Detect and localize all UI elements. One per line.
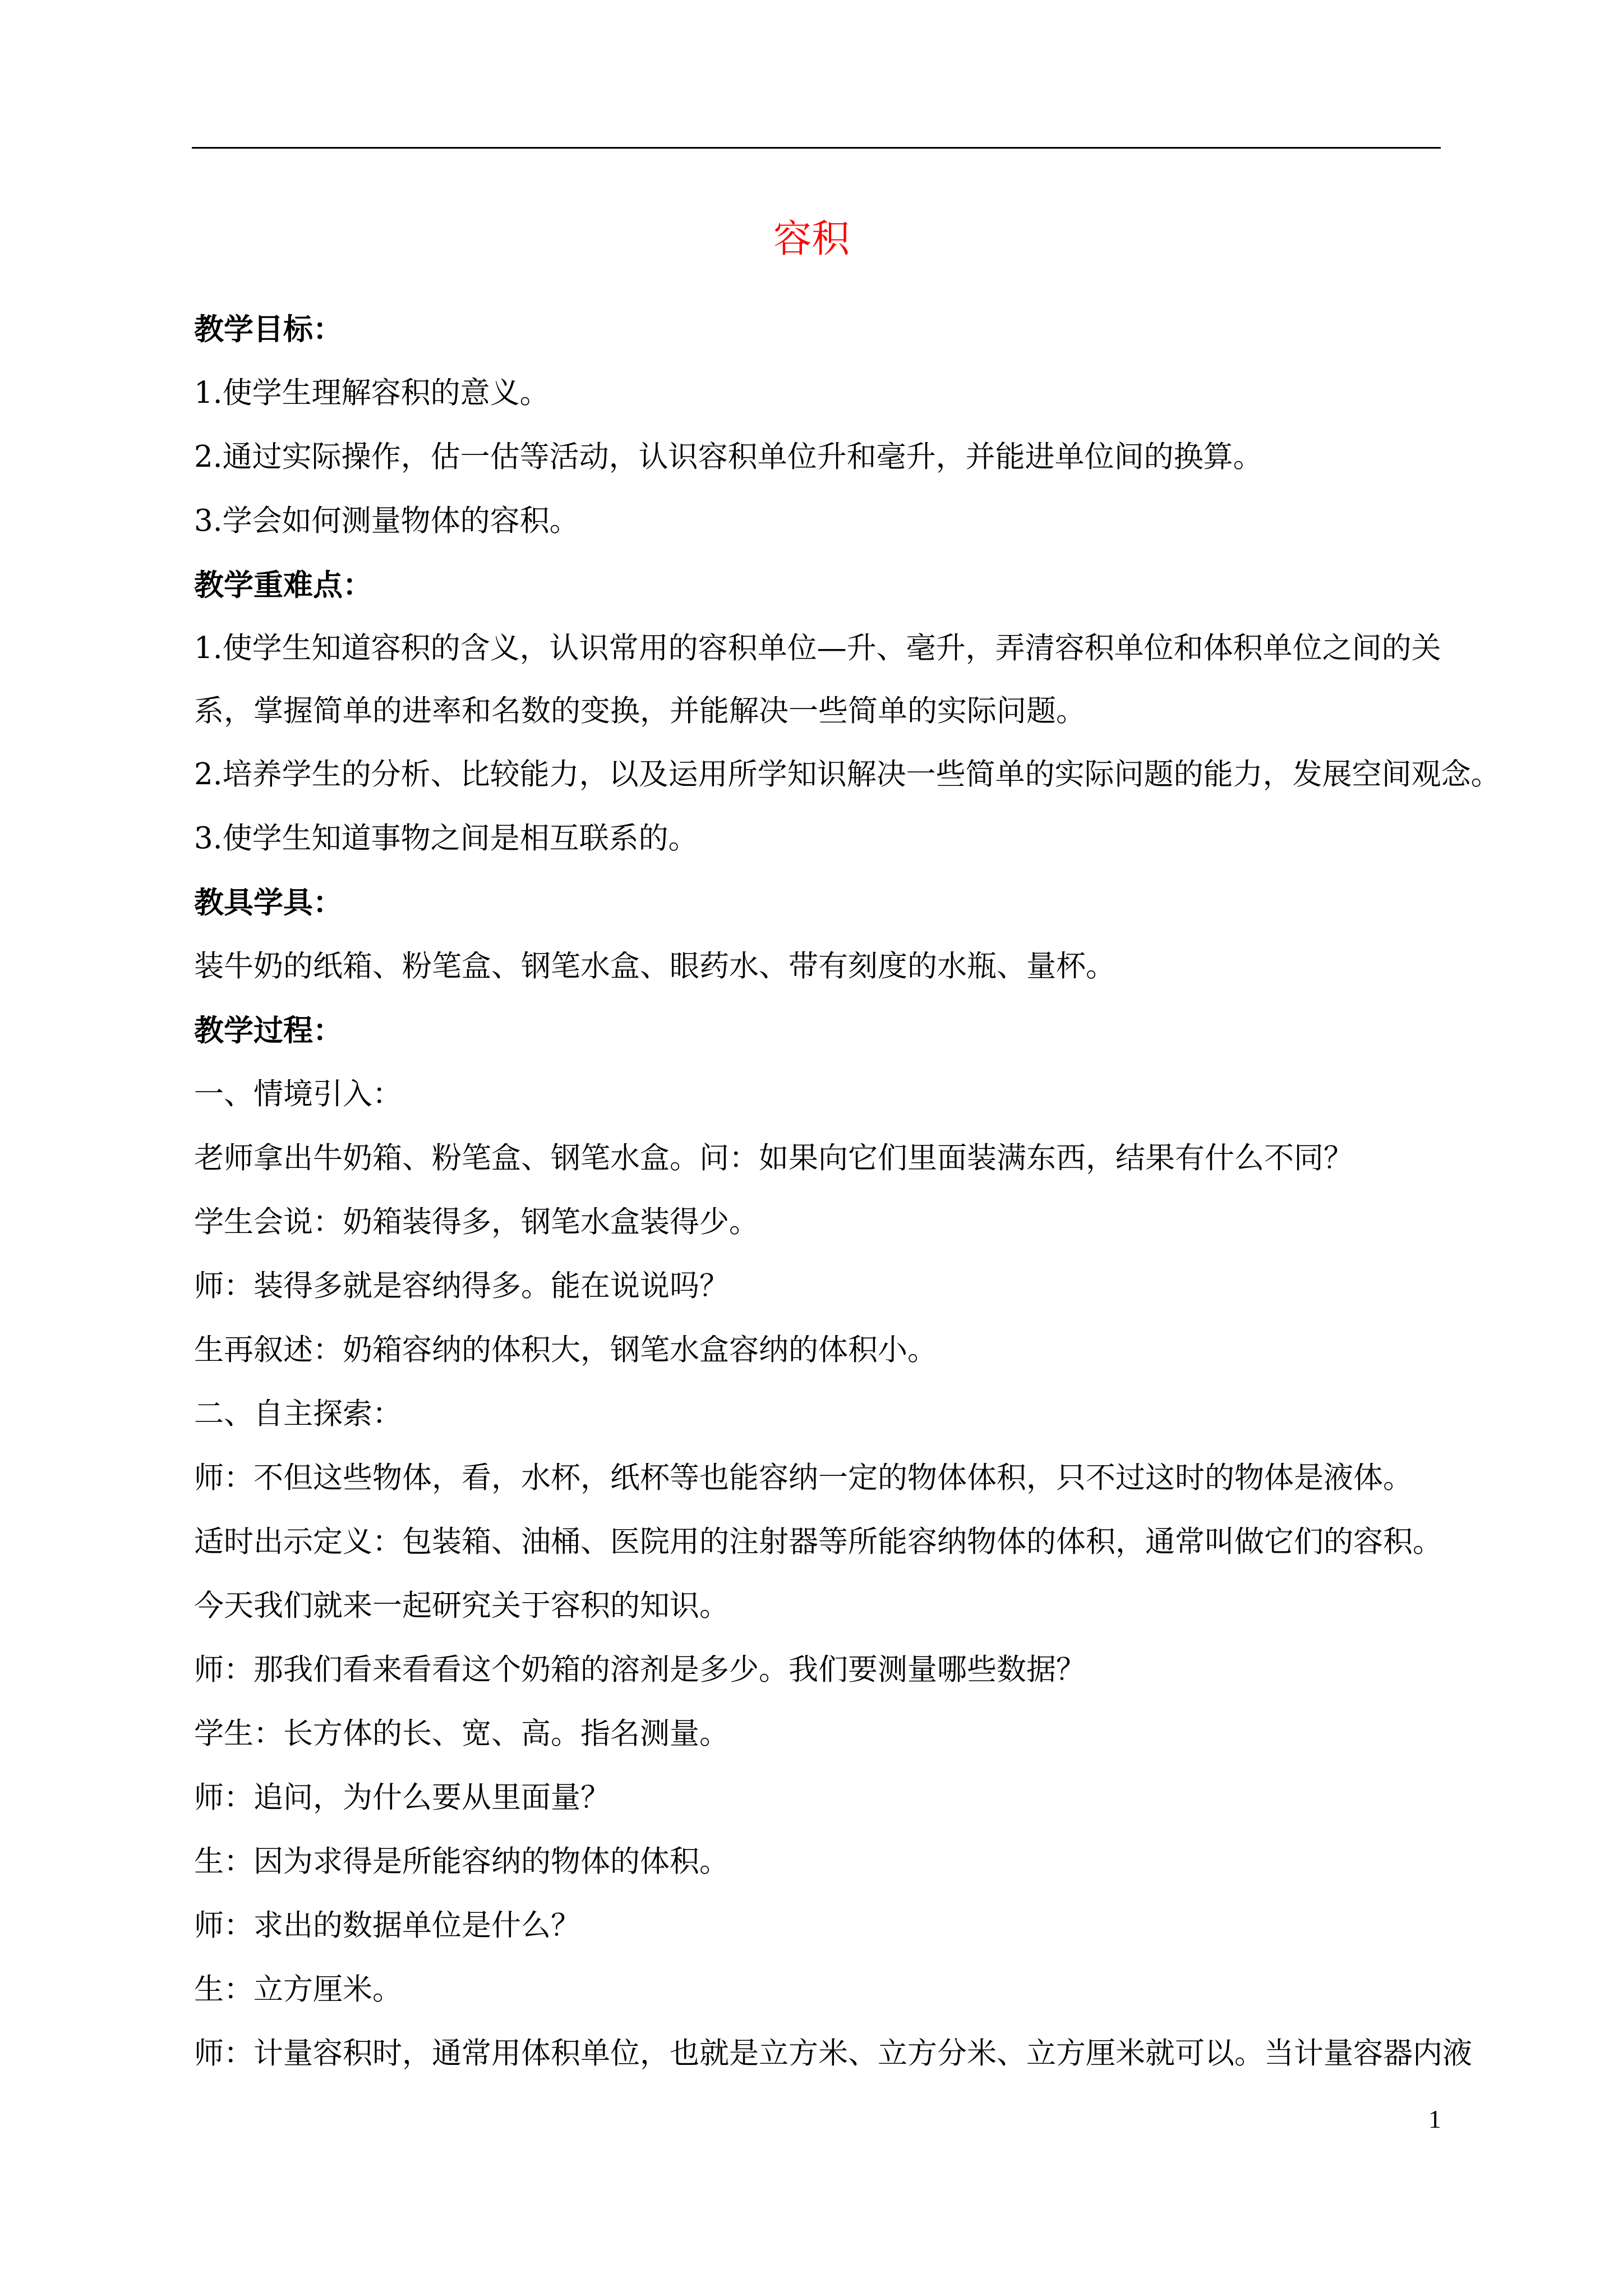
process-line: 师：不但这些物体，看，水杯，纸杯等也能容纳一定的物体体积，只不过这时的物体是液体。 [194,1461,1413,1495]
header-rule [192,147,1441,149]
process-line: 师：装得多就是容纳得多。能在说说吗？ [194,1269,729,1303]
document-body [194,297,1501,2086]
goal-item: 3.学会如何测量物体的容积。 [194,504,579,538]
process-line: 老师拿出牛奶箱、粉笔盒、钢笔水盒。问：如果向它们里面装满东西，结果有什么不同？ [194,1141,1353,1175]
section-heading-tools: 教具学具： [194,885,343,920]
section-heading-key-points: 教学重难点： [194,568,372,602]
section-heading-goals: 教学目标： [194,312,343,347]
key-point-item: 1.使学生知道容积的含义，认识常用的容积单位—升、毫升，弄清容积单位和体积单位之间的关系，掌握简单的进率和名数的变换，并能解决一些简单的实际问题。 [194,631,1441,728]
process-line: 学生：长方体的长、宽、高。指名测量。 [194,1717,729,1751]
section-heading-process: 教学过程： [194,1013,343,1048]
page-number: 1 [1428,2105,1441,2133]
process-line: 今天我们就来一起研究关于容积的知识。 [194,1589,729,1623]
key-point-item: 3.使学生知道事物之间是相互联系的。 [194,821,698,855]
process-line: 适时出示定义：包装箱、油桶、医院用的注射器等所能容纳物体的体积，通常叫做它们的容积。 [194,1525,1442,1559]
process-line: 师：那我们看来看看这个奶箱的溶剂是多少。我们要测量哪些数据？ [194,1653,1086,1687]
process-line: 生：因为求得是所能容纳的物体的体积。 [194,1844,729,1879]
goal-item: 1.使学生理解容积的意义。 [194,376,550,410]
page-title: 容积 [773,217,850,261]
process-line: 生：立方厘米。 [194,1972,402,2007]
process-line: 师：计量容积时，通常用体积单位，也就是立方米、立方分米、立方厘米就可以。当计量容器内液 [194,2036,1472,2070]
key-point-item: 2.培养学生的分析、比较能力，以及运用所学知识解决一些简单的实际问题的能力，发展空间观念。 [194,757,1501,792]
process-line: 学生会说：奶箱装得多，钢笔水盒装得少。 [194,1205,759,1239]
process-line: 师：追问，为什么要从里面量？ [194,1780,610,1815]
tools-list: 装牛奶的纸箱、粉笔盒、钢笔水盒、眼药水、带有刻度的水瓶、量杯。 [194,949,1115,983]
process-line: 师：求出的数据单位是什么？ [194,1908,580,1943]
process-line: 二、自主探索： [194,1397,402,1431]
goal-item: 2.通过实际操作，估一估等活动，认识容积单位升和毫升，并能进单位间的换算。 [194,440,1263,474]
process-line: 一、情境引入： [194,1077,402,1111]
process-line: 生再叙述：奶箱容纳的体积大，钢笔水盒容纳的体积小。 [194,1333,937,1367]
